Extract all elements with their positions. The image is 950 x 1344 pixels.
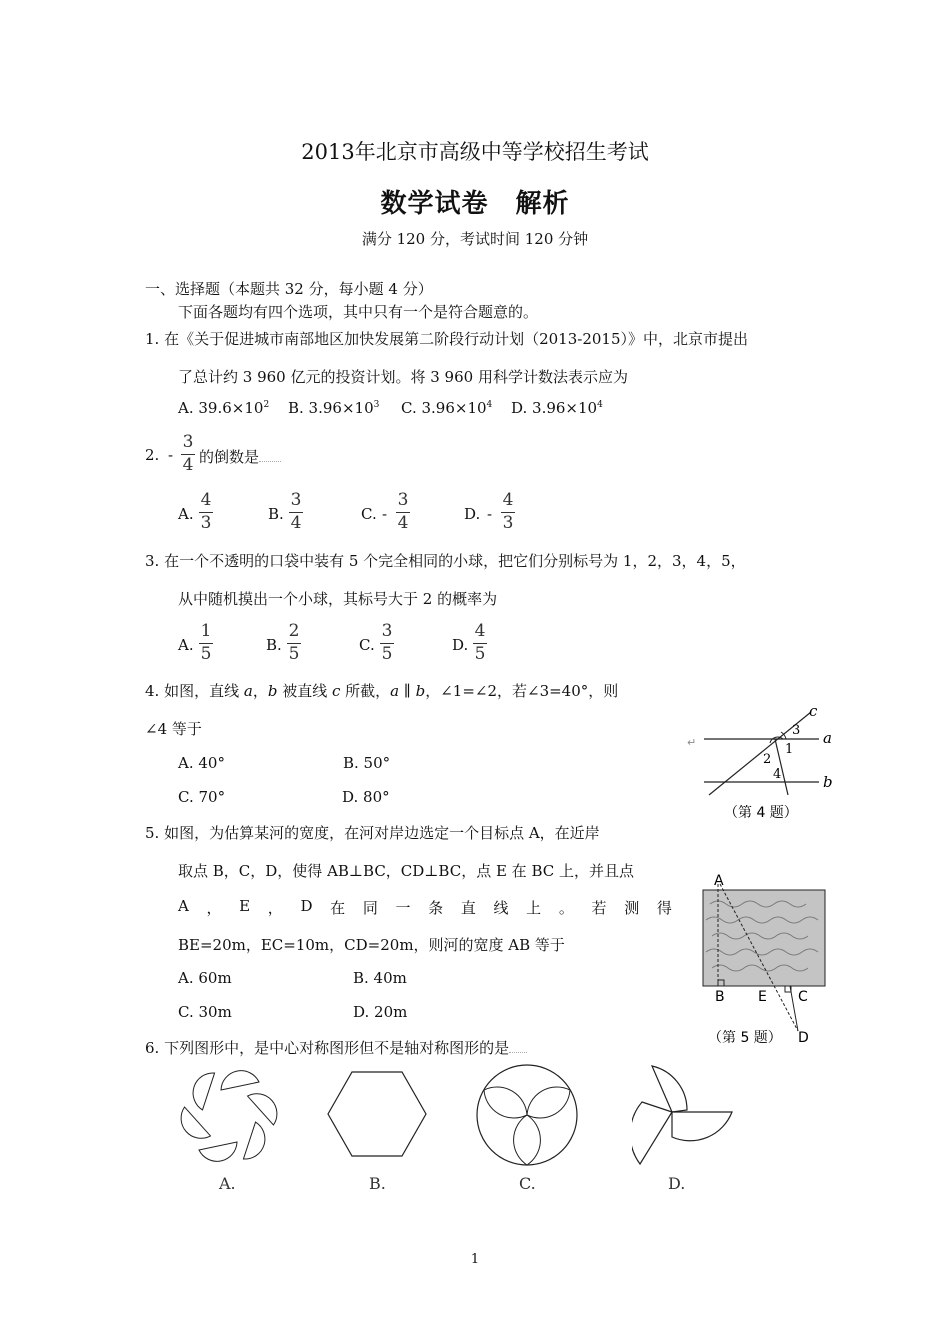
- page-number: 1: [470, 1252, 480, 1267]
- q6-figure-c: [474, 1062, 580, 1168]
- fig4-label-4: 4: [773, 767, 782, 782]
- q6-label-d: D.: [668, 1174, 686, 1193]
- fig5-label-c: C: [798, 989, 808, 1005]
- q6-text: 6. 下列图形中，是中心对称图形但不是轴对称图形的是: [145, 1037, 527, 1058]
- q3-option-a-fraction: 1 5: [200, 621, 212, 664]
- segment-cd: [790, 986, 798, 1031]
- q3-option-a-label: A.: [178, 636, 194, 654]
- q1-option-d: D. $3.96\times 10^4$: [511, 399, 603, 417]
- q3-option-b-fraction: 2 5: [288, 621, 300, 664]
- q1-line2: 了总计约 3 960 亿元的投资计划。将 3 960 用科学计数法表示应为: [178, 368, 628, 386]
- q4-option-b: B. 50°: [343, 754, 391, 772]
- q2-option-c-fraction: 3 4: [397, 490, 409, 533]
- q4-option-a: A. 40°: [178, 754, 225, 772]
- q3-option-b-label: B.: [266, 636, 282, 654]
- exam-title: 2013年北京市高级中等学校招生考试: [301, 140, 649, 164]
- svg-text:↵: ↵: [687, 736, 697, 749]
- q5-option-b: B. 40m: [353, 969, 407, 987]
- q2-option-d-sign: -: [487, 505, 493, 523]
- q1-option-c: C. $3.96\times 10^4$: [401, 399, 493, 417]
- q1-line1: 1. 在《关于促进城市南部地区加快发展第二阶段行动计划（2013-2015）》中，北京市提出: [145, 330, 748, 348]
- q5-line1: 5. 如图，为估算某河的宽度，在河对岸边选定一个目标点 A，在近岸: [145, 824, 600, 842]
- q2-text: 的倒数是: [199, 446, 281, 467]
- q3-option-d-fraction: 4 5: [474, 621, 486, 664]
- fig5-label-a: A: [714, 873, 724, 889]
- fig5-label-e: E: [758, 989, 767, 1005]
- q2-neg-sign: -: [168, 446, 174, 464]
- q4-option-d: D. 80°: [342, 788, 390, 806]
- q4-figure: [684, 700, 844, 830]
- q4-line1: 4. 如图，直线 a，b 被直线 c 所截，a ∥ b，∠1=∠2，若∠3=40°，则: [145, 682, 619, 700]
- fig4-caption: （第 4 题）: [724, 805, 798, 821]
- q2-option-d-fraction: 4 3: [502, 490, 514, 533]
- q6-label-a: A.: [219, 1174, 236, 1193]
- q5-line2: 取点 B，C，D，使得 AB⊥BC，CD⊥BC，点 E 在 BC 上，并且点: [178, 862, 634, 880]
- fig4-label-2: 2: [763, 752, 772, 767]
- q5-option-c: C. 30m: [178, 1003, 232, 1021]
- q1-option-b: B. $3.96\times 10^3$: [288, 399, 380, 417]
- q2-option-a-fraction: 4 3: [200, 490, 212, 533]
- section-heading: 一、选择题（本题共 32 分，每小题 4 分）: [145, 280, 433, 298]
- q3-line1: 3. 在一个不透明的口袋中装有 5 个完全相同的小球，把它们分别标号为 1，2，3，4，5，: [145, 552, 746, 570]
- fig4-label-3: 3: [792, 723, 801, 738]
- q2-number: 2.: [145, 446, 160, 464]
- q4-option-c: C. 70°: [178, 788, 226, 806]
- fig5-label-b: B: [715, 989, 725, 1005]
- q5-figure: [698, 868, 832, 1050]
- exam-subtitle: 数学试卷 解析: [380, 189, 570, 219]
- fig4-label-b: b: [823, 773, 833, 791]
- q2-option-c-sign: -: [382, 505, 388, 523]
- fig4-label-a: a: [823, 729, 832, 747]
- q6-figure-d: [632, 1062, 742, 1170]
- fig4-label-1: 1: [785, 742, 794, 757]
- q2-option-b-fraction: 3 4: [290, 490, 302, 533]
- q4-line2: ∠4 等于: [145, 720, 202, 738]
- q5-line4: BE=20m，EC=10m，CD=20m，则河的宽度 AB 等于: [178, 936, 565, 954]
- q2-option-d-label: D.: [464, 505, 481, 523]
- q6-label-c: C.: [519, 1174, 536, 1193]
- fig5-caption: （第 5 题）: [708, 1030, 782, 1046]
- q1-option-a: A. $39.6\times 10^2$: [178, 399, 270, 417]
- section-instruction: 下面各题均有四个选项，其中只有一个是符合题意的。: [178, 303, 539, 321]
- q2-option-c-label: C.: [361, 505, 377, 523]
- q3-option-c-label: C.: [359, 636, 375, 654]
- q5-option-d: D. 20m: [353, 1003, 408, 1021]
- q3-option-d-label: D.: [452, 636, 469, 654]
- fig5-label-d: D: [798, 1030, 809, 1046]
- q3-option-c-fraction: 3 5: [381, 621, 393, 664]
- q6-label-b: B.: [369, 1174, 386, 1193]
- q2-fraction: 3 4: [182, 432, 194, 475]
- q6-figure-a: [174, 1062, 286, 1170]
- q6-figure-b: [325, 1070, 429, 1158]
- q2-option-b-label: B.: [268, 505, 284, 523]
- q2-option-a-label: A.: [178, 505, 194, 523]
- q3-line2: 从中随机摸出一个小球，其标号大于 2 的概率为: [178, 590, 498, 608]
- fig4-label-c: c: [809, 702, 818, 720]
- q5-option-a: A. 60m: [178, 969, 232, 987]
- exam-info: 满分 120 分，考试时间 120 分钟: [361, 230, 589, 248]
- q5-line3: A ， E ， D 在 同 一 条 直 线 上 。 若 测 得: [178, 897, 672, 917]
